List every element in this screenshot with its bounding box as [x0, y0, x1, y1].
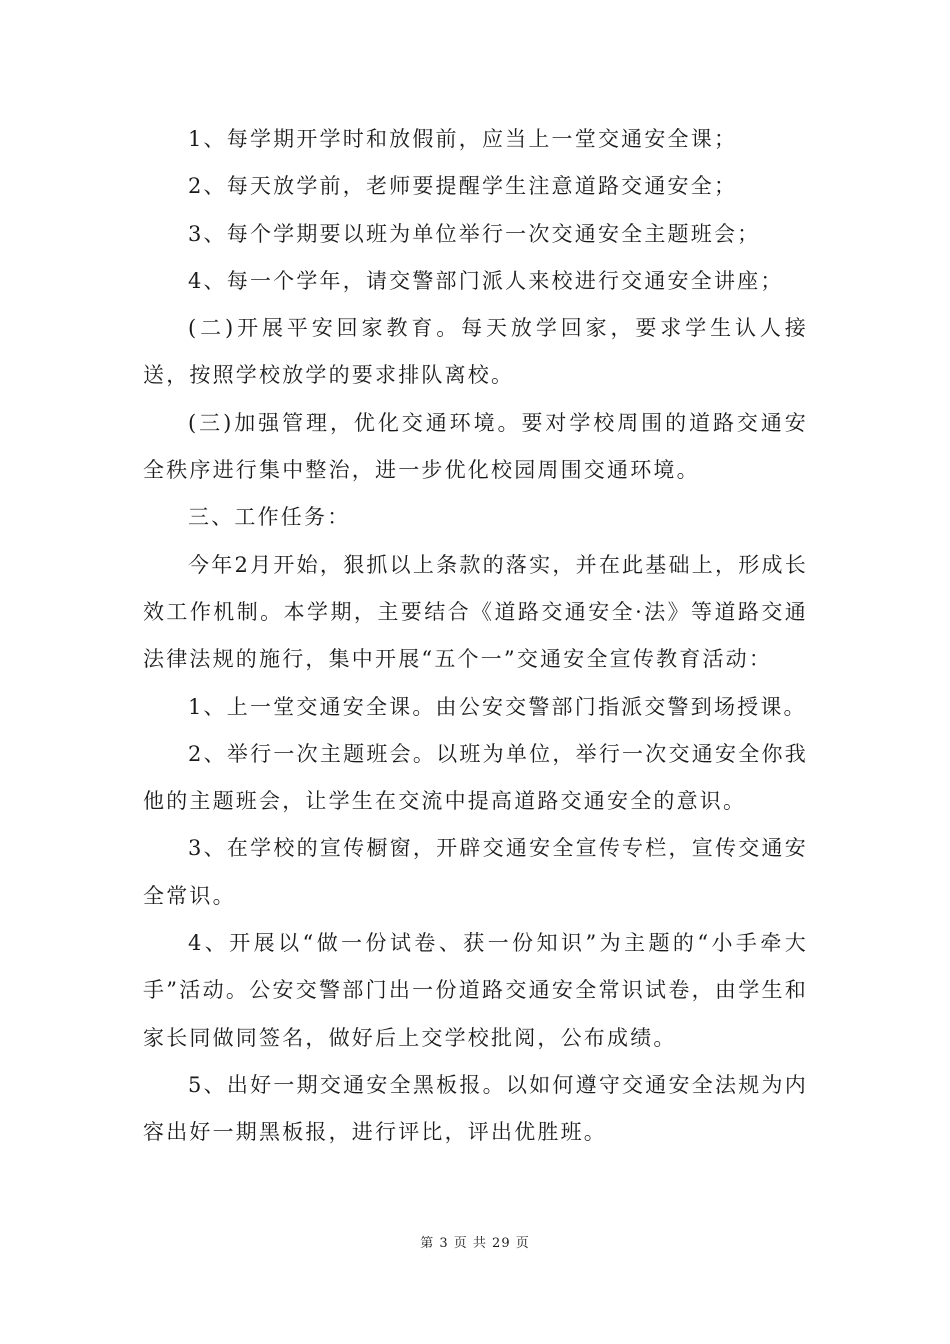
paragraph-intro: 今年2月开始，狠抓以上条款的落实，并在此基础上，形成长效工作机制。本学期，主要结合《道路交通安全·法》等道路交通法律法规的施行，集中开展“五个一”交通安全宣传教育活动：	[143, 552, 808, 672]
task-item-1: 1、上一堂交通安全课。由公安交警部门指派交警到场授课。	[188, 694, 807, 719]
task-item-4: 4、开展以“做一份试卷、获一份知识”为主题的“小手牵大手”活动。公安交警部门出一份道路交通安全常识试卷，由学生和家长同做同签名，做好后上交学校批阅，公布成绩。	[143, 931, 808, 1050]
task-item-5: 5、出好一期交通安全黑板报。以如何遵守交通安全法规为内容出好一期黑板报，进行评比，评出优胜班。	[143, 1072, 808, 1145]
paragraph-item-2: 2、每天放学前，老师要提醒学生注意道路交通安全；	[188, 174, 738, 199]
paragraph-item-1: 1、每学期开学时和放假前，应当上一堂交通安全课；	[188, 127, 738, 151]
paragraph-item-3: 3、每个学期要以班为单位举行一次交通安全主题班会；	[188, 221, 761, 246]
task-item-2: 2、举行一次主题班会。以班为单位，举行一次交通安全你我他的主题班会，让学生在交流中提高道路交通安全的意识。	[143, 741, 808, 814]
document-body	[143, 116, 808, 1157]
paragraph-section-3: (三)加强管理，优化交通环境。要对学校周围的道路交通安全秩序进行集中整治，进一步优化校园周围交通环境。	[143, 410, 808, 483]
heading-work-tasks: 三、工作任务：	[188, 505, 351, 530]
paragraph-item-4: 4、每一个学年，请交警部门派人来校进行交通安全讲座；	[188, 268, 784, 293]
paragraph-section-2: (二)开展平安回家教育。每天放学回家，要求学生认人接送，按照学校放学的要求排队离校。	[143, 316, 808, 388]
task-item-3: 3、在学校的宣传橱窗，开辟交通安全宣传专栏，宣传交通安全常识。	[143, 836, 808, 908]
page-footer: 第 3 页 共 29 页	[420, 1236, 530, 1251]
